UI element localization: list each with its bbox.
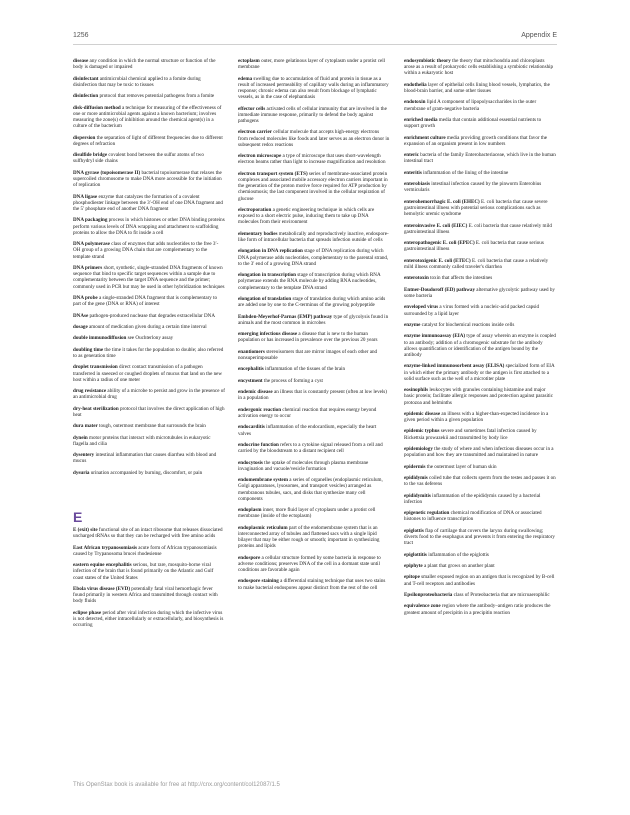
- glossary-term: enterotoxigenic E. coli (ETEC): [404, 257, 471, 264]
- glossary-entry: [404, 592, 556, 598]
- glossary-term: enveloped virus: [404, 304, 439, 311]
- glossary-definition: the separation of light of different frequencies due to different degrees of refraction: [73, 134, 223, 147]
- glossary-column-1: [73, 58, 225, 634]
- glossary-definition: inflammation of the tissues of the brain: [263, 366, 346, 373]
- glossary-term: edema: [238, 75, 253, 82]
- glossary-entry: [73, 217, 225, 236]
- glossary-entry: [73, 194, 225, 213]
- glossary-definition: inner, more fluid layer of cytoplasm under a protist cell membrane (inside of the ectoplasm): [238, 507, 376, 520]
- header-divider: [73, 44, 557, 45]
- glossary-entry: [404, 387, 556, 406]
- glossary-term: enteric: [404, 152, 419, 159]
- glossary-definition: the outermost layer of human skin: [425, 463, 497, 470]
- glossary-definition: amount of medication given during a certain time interval: [87, 323, 207, 330]
- glossary-term: Embden-Meyerhof-Parnas (EMP) pathway: [238, 313, 333, 320]
- glossary-term: endocrine function: [238, 441, 279, 448]
- glossary-term: Entner-Doudoroff (ED) pathway: [404, 286, 476, 293]
- glossary-definition: potentially fatal viral hemorrhagic fever found primarily in western Africa and transmitted through contact with body fluids: [73, 586, 218, 605]
- glossary-entry: [238, 76, 390, 101]
- glossary-term: endospore: [238, 554, 261, 561]
- glossary-definition: type of assay wherein an enzyme is coupled to an antibody; addition of a chromogenic substrate for the antibody allows quantification or identification of the antigen bound by the antibody: [404, 333, 556, 358]
- page-header: [73, 32, 557, 44]
- glossary-entry: [238, 507, 390, 519]
- glossary-definition: flap of cartilage that covers the larynx during swallowing; diverts food to the esophagus and prevents it from entering the respiratory tract: [404, 527, 555, 547]
- glossary-term: DNA gyrase (topoisomerase II): [73, 169, 141, 176]
- glossary-definition: the time it takes for the population to double; also referred to as generation time: [73, 346, 224, 359]
- glossary-term: E (exit) site: [73, 527, 98, 534]
- glossary-entry: [404, 240, 556, 252]
- glossary-entry: [73, 324, 225, 330]
- glossary-term: endospore staining: [238, 578, 279, 585]
- glossary-entry: [73, 241, 225, 260]
- glossary-definition: toxin that affects the intestines: [428, 275, 493, 282]
- glossary-entry: [404, 82, 556, 94]
- glossary-definition: stereoisomers that are mirror images of each other and nonsuperimposable: [238, 348, 378, 361]
- glossary-term: electron carrier: [238, 129, 272, 136]
- page-number: 1256: [73, 32, 89, 39]
- glossary-term: epiglottis: [404, 527, 424, 534]
- glossary-entry: [238, 231, 390, 243]
- glossary-entry: [73, 610, 225, 629]
- glossary-entry: [404, 322, 556, 328]
- glossary-definition: protocol that removes potential pathogens from a fomite: [98, 93, 215, 100]
- glossary-term: endosymbiotic theory: [404, 58, 451, 64]
- glossary-term: epiglottitis: [404, 551, 427, 558]
- glossary-entry: [238, 389, 390, 401]
- glossary-term: DNAse: [73, 312, 89, 319]
- glossary-entry: [73, 295, 225, 307]
- glossary-definition: stage of translation during which amino acids are added one by one to the C-terminus of the growing polypeptide: [238, 295, 386, 309]
- glossary-entry: [73, 347, 225, 359]
- glossary-entry: [73, 435, 225, 447]
- glossary-entry: [404, 275, 556, 281]
- glossary-entry: [404, 287, 556, 299]
- glossary-term: epididymis: [404, 475, 428, 482]
- glossary-definition: antimicrobial chemical applied to a fomite during disinfection that may be toxic to tissues: [73, 75, 201, 88]
- glossary-term: dura mater: [73, 423, 98, 430]
- glossary-definition: leukocytes with granules containing histamine and major basic protein; facilitate allergic responses and protection against parasitic protozoa and helminths: [404, 387, 553, 406]
- glossary-entry: [404, 170, 556, 176]
- glossary-term: enterotoxin: [404, 275, 429, 282]
- glossary-term: endothelia: [404, 81, 427, 88]
- glossary-entry: [238, 555, 390, 574]
- glossary-definition: E. coli bacteria that cause serious gastrointestinal illness: [404, 240, 544, 253]
- glossary-term: endocytosis: [238, 459, 263, 466]
- glossary-term: effector cells: [238, 105, 266, 112]
- glossary-term: double immunodiffusion: [73, 335, 127, 342]
- glossary-definition: inflammation of the lining of the intestine: [421, 169, 509, 176]
- glossary-entry: [238, 248, 390, 267]
- glossary-definition: media providing growth conditions that favor the expansion of an organism present in low numbers: [404, 134, 548, 147]
- glossary-definition: a series of organelles (endoplasmic reticulum, Golgi apparatuses, lysosomes, and transport vesicles) arranged as membranous tubules, sacs, and disks that synthesize many cell components: [238, 477, 383, 502]
- glossary-definition: the study of where and when infectious diseases occur in a population and how they are transmitted and maintained in nature: [404, 446, 554, 459]
- glossary-definition: region where the antibody–antigen ratio produces the greatest amount of precipitin in a precipitin reaction: [404, 603, 551, 616]
- glossary-definition: an illness that is constantly present (often at low levels) in a population: [238, 389, 387, 402]
- glossary-definition: a genetic engineering technique in which cells are exposed to a short electric pulse, inducing them to take up DNA molecules from their environment: [238, 206, 375, 226]
- page-footer: This OpenStax book is available for free at http://cnx.org/content/col12087/1.5: [73, 782, 280, 788]
- glossary-term: epitope: [404, 574, 420, 581]
- glossary-term: DNA primers: [73, 264, 103, 271]
- glossary-definition: E. coli bacteria that cause severe gastrointestinal illness with potential serious complications such as hemolytic uremic syndrome: [404, 198, 548, 218]
- glossary-definition: smaller exposed region on an antigen that is recognized by B-cell and T-cell receptors and antibodies: [404, 574, 555, 587]
- glossary-term: disulfide bridge: [73, 152, 108, 159]
- glossary-entry: [73, 93, 225, 99]
- glossary-definition: a virus formed with a nucleic-acid packed capsid surrounded by a lipid layer: [404, 304, 540, 317]
- glossary-entry: [238, 407, 390, 419]
- glossary-definition: inflammation of the endocardium, especially the heart valves: [238, 424, 377, 437]
- glossary-definition: E. coli bacteria that cause a relatively mild illness commonly called traveler's diarrhea: [404, 257, 549, 270]
- glossary-definition: acute form of African trypanosomiasis caused by Trypanosoma brucei rhodesiense: [73, 544, 217, 557]
- glossary-term: enzyme-linked immunosorbent assay (ELISA): [404, 363, 505, 370]
- glossary-term: elementary bodies: [238, 230, 278, 237]
- glossary-entry: [238, 525, 390, 550]
- glossary-definition: covalent bond between the sulfur atoms of two sulfhydryl side chains: [73, 152, 204, 165]
- glossary-entry: [404, 563, 556, 569]
- glossary-term: elongation of translation: [238, 295, 292, 302]
- glossary-definition: class of Proteobacteria that are microaerophilic: [452, 592, 550, 599]
- glossary-definition: series of membrane-associated protein complexes and associated mobile accessory electron carriers important in the generation of the proton motive force required for ATP production by chemiosmosis; the last component involved in the cellular respiration of glucose: [238, 170, 388, 202]
- glossary-entry: [238, 171, 390, 202]
- glossary-term: endoplasmic reticulum: [238, 524, 288, 531]
- glossary-definition: pathogen-produced nuclease that degrades extracellular DNA: [88, 312, 216, 319]
- glossary-term: endomembrane system: [238, 477, 288, 484]
- glossary-entry: [73, 406, 225, 418]
- glossary-term: enteroinvasive E. coli (EIEC): [404, 222, 468, 229]
- glossary-entry: [238, 153, 390, 165]
- glossary-definition: bacteria of the family Enterobacteriaceae, which live in the human intestinal tract: [404, 152, 556, 165]
- glossary-definition: process in which histones or other DNA binding proteins perform various levels of DNA wrapping and attachment to scaffolding proteins to allow the DNA to fit inside a cell: [73, 217, 225, 236]
- glossary-definition: a technique for measuring of the effectiveness of one or more antimicrobial agents against a known bacterium; involves measuring the zone(s) of inhibition around the chemical agent(s) in a culture of the bacterium: [73, 104, 222, 130]
- glossary-entry: [73, 170, 225, 189]
- glossary-entry: [238, 207, 390, 226]
- glossary-entry: [238, 378, 390, 384]
- glossary-term: DNA probe: [73, 294, 98, 301]
- glossary-entry: [404, 411, 556, 423]
- glossary-term: eosinophils: [404, 387, 429, 394]
- glossary-definition: lipid A component of lipopolysaccharides in the outer membrane of gram-negative bacteria: [404, 99, 537, 112]
- glossary-entry: [73, 452, 225, 464]
- glossary-definition: bacterial topoisomerase that relaxes the supercoiled chromosome to make DNA more accessible for the initiation of replication: [73, 169, 222, 189]
- glossary-definition: chemical modification of DNA or associated histones to influence transcription: [404, 510, 542, 523]
- glossary-entry: [404, 152, 556, 164]
- glossary-term: enterobiasis: [404, 181, 430, 188]
- glossary-entry: [238, 314, 390, 326]
- glossary-definition: ability of a microbe to persist and grow in the presence of an antimicrobial drug: [73, 388, 225, 401]
- glossary-entry: [404, 223, 556, 235]
- glossary-term: East African trypanosomiasis: [73, 544, 137, 551]
- glossary-term: endotoxin: [404, 99, 426, 106]
- glossary-entry: [404, 99, 556, 111]
- glossary-term: disinfection: [73, 93, 99, 100]
- glossary-definition: a differential staining technique that uses two stains to make bacterial endospores appear distinct from the rest of the cell: [238, 578, 386, 591]
- glossary-definition: intestinal infection caused by the pinworm Enterobius vermicularis: [404, 181, 542, 194]
- glossary-term: enterohemorrhagic E. coli (EHEC): [404, 198, 480, 205]
- glossary-definition: the process of forming a cyst: [262, 377, 323, 384]
- glossary-definition: outer, more gelatinous layer of cytoplasm under a protist cell membrane: [238, 58, 386, 71]
- glossary-entry: [404, 333, 556, 358]
- glossary-definition: activated cells of cellular immunity that are involved in the immediate immune response, primarily to defend the body against pathogens: [238, 105, 387, 124]
- glossary-entry: [404, 304, 556, 316]
- glossary-definition: motor proteins that interact with microtubules in eukaryotic flagella and cilia: [73, 434, 211, 447]
- glossary-term: enzyme immunoassay (EIA): [404, 333, 466, 340]
- glossary-term: Epsilonproteobacteria: [404, 592, 453, 599]
- section-letter: E: [73, 509, 83, 526]
- glossary-definition: metabolically and reproductively inactive, endospore-like form of intracellular bacteria that spreads infection outside of cells: [238, 230, 389, 243]
- glossary-entry: [238, 460, 390, 472]
- glossary-definition: class of enzymes that adds nucleotides to the free 3′-OH group of a growing DNA chain that are complementary to the template strand: [73, 241, 219, 260]
- glossary-term: disease: [73, 58, 89, 64]
- glossary-entry: [404, 428, 556, 440]
- glossary-entry: [73, 313, 225, 319]
- glossary-entry: [238, 129, 390, 148]
- glossary-definition: a disease that is new to the human population or has increased in prevalence over the previous 20 years: [238, 331, 378, 344]
- glossary-term: electron transport system (ETS): [238, 170, 308, 177]
- glossary-definition: inflammation of the epididymis caused by a bacterial infection: [404, 492, 541, 505]
- glossary-term: emerging infectious disease: [238, 331, 298, 338]
- glossary-definition: an illness with a higher-than-expected incidence in a given period within a given population: [404, 410, 549, 424]
- glossary-term: epidemic disease: [404, 410, 441, 417]
- glossary-entry: [73, 135, 225, 147]
- glossary-definition: the uptake of molecules through plasma membrane invagination and vacuole/vesicle formation: [238, 459, 369, 472]
- glossary-term: drug resistance: [73, 388, 107, 395]
- glossary-term: epididymitis: [404, 492, 431, 499]
- glossary-definition: tough, outermost membrane that surrounds the brain: [97, 423, 206, 430]
- glossary-term: DNA packaging: [73, 217, 108, 224]
- glossary-definition: E. coli bacteria that cause relatively mild gastrointestinal illness: [404, 222, 552, 235]
- glossary-term: enteritis: [404, 169, 422, 176]
- glossary-definition: coiled tube that collects sperm from the testes and passes it on to the vas deferens: [404, 475, 556, 488]
- glossary-definition: a single-stranded DNA fragment that is complementary to part of the gene (DNA or RNA) of interest: [73, 294, 218, 308]
- glossary-term: endoplasm: [238, 507, 262, 514]
- glossary-entry: [404, 135, 556, 147]
- glossary-entry: [238, 578, 390, 590]
- glossary-definition: specialized form of EIA in which either the primary antibody or the antigen is first attached to a solid surface such as the well of a microtiter plate: [404, 363, 555, 382]
- glossary-entry: [404, 181, 556, 193]
- glossary-definition: alternative glycolytic pathway used by some bacteria: [404, 286, 555, 299]
- glossary-definition: serious, but rare, mosquito-borne viral infection of the brain that is found primarily on the Atlantic and Gulf coast states of the United States: [73, 562, 214, 581]
- glossary-term: DNA polymerase: [73, 241, 110, 248]
- glossary-term: enrichment culture: [404, 134, 446, 141]
- glossary-definition: protocol that involves the direct application of high heat: [73, 405, 225, 418]
- glossary-term: epidemic typhus: [404, 428, 440, 435]
- glossary-entry: [238, 331, 390, 343]
- glossary-entry: [404, 464, 556, 470]
- glossary-entry: [73, 152, 225, 164]
- glossary-definition: chemical reaction that requires energy beyond activation energy to occur: [238, 406, 377, 419]
- glossary-entry: [73, 76, 225, 88]
- glossary-entry: [404, 117, 556, 129]
- glossary-definition: swelling due to accumulation of fluid and protein in tissue as a result of increased permeability of capillary walls during an inflammatory response; chronic edema can also result from blockage of lymphatic vessels, as in the case of elephantiasis: [238, 75, 389, 101]
- appendix-label: Appendix E: [521, 32, 557, 39]
- glossary-entry: [404, 574, 556, 586]
- glossary-definition: intestinal inflammation that causes diarrhea with blood and mucus: [73, 452, 217, 465]
- glossary-definition: type of glycolysis found in animals and the most common in microbes: [238, 313, 389, 326]
- glossary-entry: [404, 58, 556, 77]
- glossary-entry: [238, 106, 390, 125]
- glossary-definition: the theory that mitochondria and chloroplasts arose as a result of prokaryotic cells establishing a symbiotic relationship within a eukaryotic host: [404, 58, 554, 77]
- glossary-entry: [238, 296, 390, 308]
- glossary-term: dispersion: [73, 134, 96, 141]
- glossary-term: epiphyte: [404, 563, 423, 570]
- glossary-term: electron microscope: [238, 153, 282, 160]
- glossary-definition: a type of microscope that uses short-wavelength electron beams rather than light to increase magnification and resolution: [238, 153, 386, 166]
- glossary-term: disk-diffusion method: [73, 104, 121, 111]
- glossary-entry: [404, 199, 556, 218]
- glossary-term: droplet transmission: [73, 364, 118, 371]
- glossary-definition: short, synthetic, single-stranded DNA fragments of known sequence that bind to specific target sequences within a sample due to complementarity between the target DNA sequence and the primer; commonly used in PCR but may be used in other hybridization techniques: [73, 264, 225, 290]
- glossary-term: dry-heat sterilization: [73, 405, 119, 412]
- glossary-entry: [73, 265, 225, 290]
- glossary-entry: [73, 388, 225, 400]
- glossary-term: endocarditis: [238, 424, 265, 431]
- glossary-definition: direct contact transmission of a pathogen transferred in sneezed or coughed droplets of mucus that land on the new host within a radius of one meter: [73, 364, 223, 383]
- glossary-term: dynein: [73, 434, 88, 441]
- glossary-entry: [404, 552, 556, 558]
- glossary-definition: enzyme that catalyzes the formation of a covalent phosphodiester linkage between the 3′-OH end of one DNA fragment and the 5′ phosphate end of another DNA fragment: [73, 193, 223, 212]
- glossary-term: enriched media: [404, 116, 438, 123]
- glossary-entry: [73, 527, 225, 539]
- glossary-entry: [404, 258, 556, 270]
- glossary-entry: [404, 475, 556, 487]
- glossary-definition: a cellular structure formed by some bacteria in response to adverse conditions; preserves DNA of the cell in a dormant state until conditions are favorable again: [238, 554, 381, 574]
- glossary-definition: media that contain additional essential nutrients to support growth: [404, 116, 542, 130]
- glossary-term: equivalence zone: [404, 603, 441, 610]
- glossary-entry: [238, 272, 390, 291]
- glossary-column-2: [238, 58, 390, 596]
- glossary-entry: [73, 364, 225, 383]
- glossary-definition: urination accompanied by burning, discomfort, or pain: [89, 469, 203, 476]
- glossary-definition: catalyst for biochemical reactions inside cells: [420, 321, 515, 328]
- glossary-definition: see Ouchterlony assay: [126, 335, 174, 342]
- glossary-entry: [73, 105, 225, 130]
- glossary-term: elongation in DNA replication: [238, 248, 303, 255]
- glossary-term: enteropathogenic E. coli (EPEC): [404, 240, 475, 247]
- glossary-definition: inflammation of the epiglottis: [426, 551, 489, 558]
- glossary-definition: refers to a cytokine signal released from a cell and carried by the bloodstream to a distant recipient cell: [238, 441, 383, 455]
- glossary-term: enantiomers: [238, 348, 265, 355]
- glossary-term: eastern equine encephalitis: [73, 562, 132, 569]
- glossary-definition: cellular molecule that accepts high-energy electrons from reduced molecules like foods and later serves as an electron donor in subsequent redox reactions: [238, 129, 390, 148]
- glossary-definition: functional site of an intact ribosome that releases dissociated uncharged tRNAs so that they can be recharged with free amino acids: [73, 527, 223, 540]
- glossary-entry: [73, 335, 225, 341]
- glossary-entry: [404, 528, 556, 547]
- glossary-term: Ebola virus disease (EVD): [73, 586, 131, 593]
- glossary-term: ectoplasm: [238, 58, 260, 64]
- glossary-entry: [404, 363, 556, 382]
- glossary-entry: [238, 366, 390, 372]
- glossary-definition: part of the endomembrane system that is an interconnected array of tubules and flattened sacs with a single lipid bilayer that may be either rough or smooth; important in synthesizing proteins and lipids: [238, 524, 380, 550]
- glossary-term: elongation in transcription: [238, 272, 297, 279]
- glossary-definition: severe and sometimes fatal infection caused by Rickettsia prowazekii and transmitted by body lice: [404, 428, 537, 441]
- glossary-entry: [73, 470, 225, 476]
- glossary-definition: period after viral infection during which the infective virus is not detected, either intracellularly or extracellularly, and biosynthesis is occurring: [73, 609, 224, 629]
- glossary-definition: stage of DNA replication during which DNA polymerase adds nucleotides, complementary to the parental strand, to the 3′ end of a growing DNA strand: [238, 248, 389, 267]
- glossary-definition: any condition in which the normal structure or function of the body is damaged or impaired: [73, 58, 216, 71]
- glossary-term: encystment: [238, 377, 263, 384]
- glossary-column-3: [404, 58, 556, 621]
- glossary-term: disinfectant: [73, 75, 99, 82]
- glossary-term: dysuria: [73, 469, 90, 476]
- glossary-term: DNA ligase: [73, 193, 98, 200]
- glossary-entry: [404, 446, 556, 458]
- glossary-term: encephalitis: [238, 366, 264, 373]
- glossary-entry: [73, 58, 225, 70]
- glossary-term: epidemiology: [404, 446, 433, 453]
- glossary-term: epidermis: [404, 463, 426, 470]
- glossary-term: dosage: [73, 323, 88, 330]
- glossary-term: doubling time: [73, 346, 104, 353]
- glossary-entry: [238, 424, 390, 436]
- glossary-term: dysentery: [73, 452, 95, 459]
- glossary-entry: [73, 545, 225, 557]
- glossary-entry: [238, 349, 390, 361]
- glossary-term: endergonic reaction: [238, 406, 282, 413]
- glossary-entry: [238, 58, 390, 70]
- glossary-entry: [238, 477, 390, 502]
- glossary-term: electroporation: [238, 206, 272, 213]
- glossary-entry: [404, 493, 556, 505]
- glossary-term: enzyme: [404, 321, 421, 328]
- glossary-entry: [404, 510, 556, 522]
- glossary-entry: [73, 586, 225, 605]
- glossary-term: epigenetic regulation: [404, 510, 450, 517]
- glossary-entry: [404, 603, 556, 615]
- glossary-definition: stage of transcription during which RNA polymerase extends the RNA molecule by adding RNA nucleotides, complementary to the template DNA strand: [238, 272, 381, 291]
- glossary-entry: [73, 423, 225, 429]
- glossary-definition: a plant that grows on another plant: [422, 563, 495, 570]
- glossary-definition: layer of epithelial cells lining blood vessels, lymphatics, the blood-brain barrier, and some other tissues: [404, 81, 550, 94]
- glossary-entry: [238, 442, 390, 454]
- glossary-term: endemic disease: [238, 389, 273, 396]
- glossary-term: eclipse phase: [73, 609, 102, 616]
- glossary-entry: [73, 562, 225, 581]
